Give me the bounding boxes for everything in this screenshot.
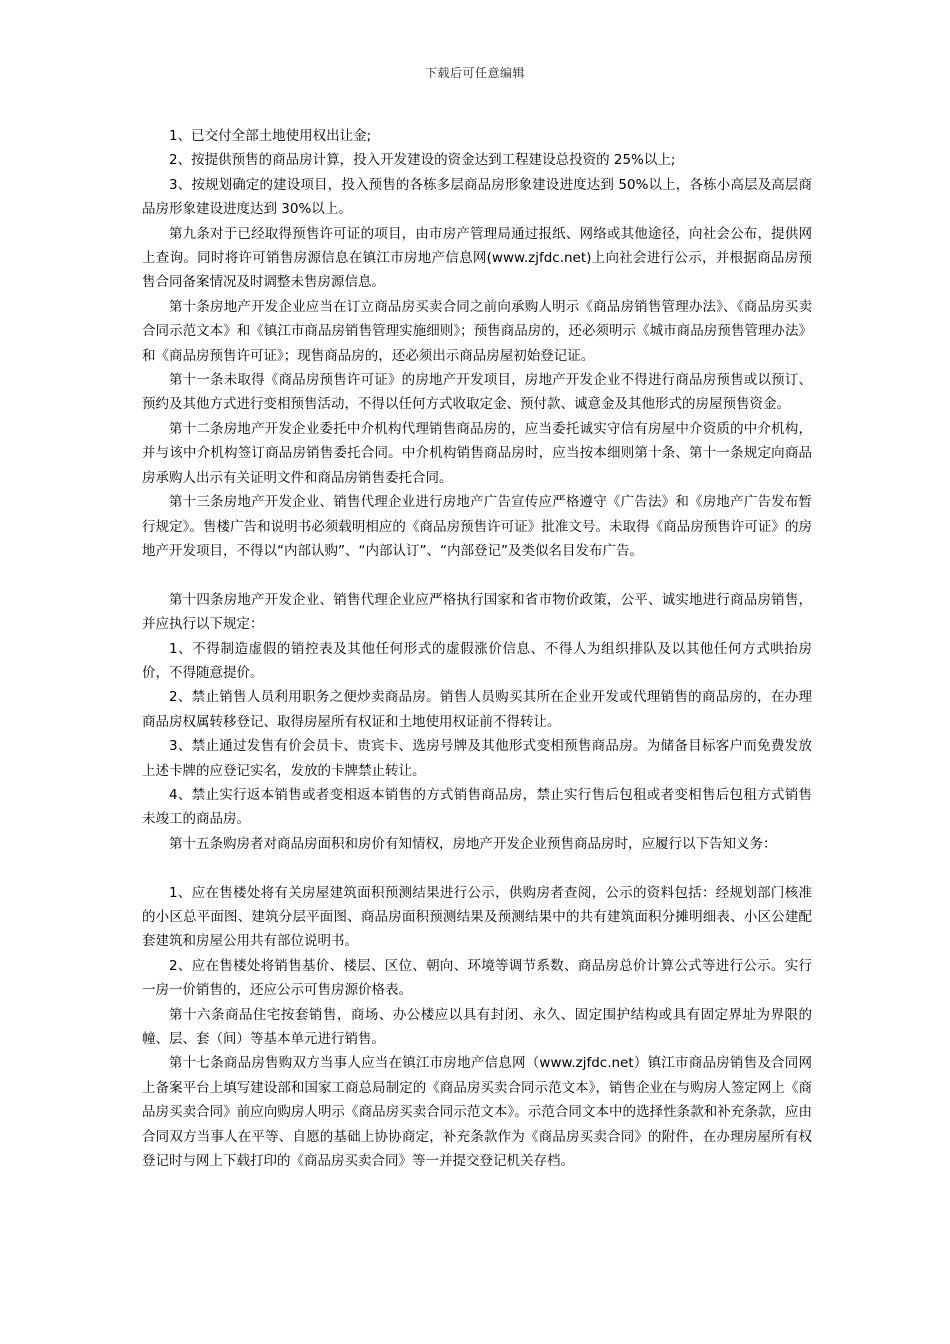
article-13: 第十三条房地产开发企业、销售代理企业进行房地产广告宣传应严格遵守《广告法》和《房地产广告发布暂行规定》。售楼广告和说明书必须载明相应的《商品房预售许可证》批准文号。未取得《商品房预售许可证》的房地产开发项目，不得以“内部认购”、“内部认订”、“内部登记”及类似名目发布广告。 [142, 494, 812, 559]
paragraph-spacer [142, 563, 812, 587]
article-14: 第十四条房地产开发企业、销售代理企业应严格执行国家和省市物价政策，公平、诚实地进行商品房销售，并应执行以下规定： [142, 591, 812, 633]
paragraph-3: 3、按规划确定的建设项目，投入预售的各栋多层商品房形象建设进度达到 50%以上，各栋小高层及高层商品房形象建设进度达到 30%以上。 [142, 176, 812, 218]
article-16: 第十六条商品住宅按套销售，商场、办公楼应以具有封闭、永久、固定围护结构或具有固定界址为界限的幢、层、套（间）等基本单元进行销售。 [142, 1006, 812, 1047]
document-body [142, 124, 812, 1173]
page-header: 下载后可任意编辑 [424, 66, 525, 80]
article-15-item-2: 2、应在售楼处将销售基价、楼层、区位、朝向、环境等调节系数、商品房总价计算公式等进行公示。实行一房一价销售的，还应公示可售房源价格表。 [142, 957, 812, 999]
article-14-item-3: 3、禁止通过发售有价会员卡、贵宾卡、选房号牌及其他形式变相预售商品房。为储备目标客户而免费发放上述卡牌的应登记实名，发放的卡牌禁止转让。 [142, 738, 812, 779]
article-14-item-2: 2、禁止销售人员利用职务之便炒卖商品房。销售人员购买其所在企业开发或代理销售的商品房的，在办理商品房权属转移登记、取得房屋所有权证和土地使用权证前不得转让。 [142, 689, 812, 730]
article-9: 第九条对于已经取得预售许可证的项目，由市房产管理局通过报纸、网络或其他途径，向社会公布，提供网上查询。同时将许可销售房源信息在镇江市房地产信息网(www.zjfdc.net)上向社会进行公示，并根据商品房预售合同备案情况及时调整未售房源信息。 [142, 225, 812, 291]
paragraph-1: 1、已交付全部土地使用权出让金; [169, 128, 372, 144]
article-15-item-1: 1、应在售楼处将有关房屋建筑面积预测结果进行公示，供购房者查阅，公示的资料包括：经规划部门核准的小区总平面图、建筑分层平面图、商品房面积预测结果及预测结果中的共有建筑面积分摊明细表、小区公建配套建筑和房屋公用共有部位说明书。 [142, 884, 812, 950]
article-17: 第十七条商品房售购双方当事人应当在镇江市房地产信息网（www.zjfdc.net）镇江市商品房销售及合同网上备案平台上填写建设部和国家工商总局制定的《商品房买卖合同示范文本》，销售企业在与购房人签定网上《商品房买卖合同》前应向购房人明示《商品房买卖合同示范文本》。示范合同文本中的选择性条款和补充条款，应由合同双方当事人在平等、自愿的基础上协协商定，补充条款作为《商品房买卖合同》的附件，在办理房屋所有权登记时与网上下载打印的《商品房买卖合同》等一并提交登记机关存档。 [142, 1055, 812, 1170]
article-12: 第十二条房地产开发企业委托中介机构代理销售商品房的，应当委托诚实守信有房屋中介资质的中介机构，并与该中介机构签订商品房销售委托合同。中介机构销售商品房时，应当按本细则第十条、第十一条规定向商品房承购人出示有关证明文件和商品房销售委托合同。 [142, 420, 812, 486]
paragraph-spacer [142, 856, 812, 880]
article-14-item-4: 4、禁止实行返本销售或者变相返本销售的方式销售商品房，禁止实行售后包租或者变相售后包租方式销售未竣工的商品房。 [142, 786, 812, 828]
article-14-item-1: 1、不得制造虚假的销控表及其他任何形式的虚假涨价信息、不得人为组织排队及以其他任何方式哄抬房价，不得随意提价。 [142, 640, 812, 681]
paragraph-2: 2、按提供预售的商品房计算，投入开发建设的资金达到工程建设总投资的 25%以上; [169, 152, 676, 169]
article-15: 第十五条购房者对商品房面积和房价有知情权，房地产开发企业预售商品房时，应履行以下告知义务： [169, 835, 777, 852]
article-11: 第十一条未取得《商品房预售许可证》的房地产开发项目，房地产开发企业不得进行商品房预售或以预订、预约及其他方式进行变相预售活动，不得以任何方式收取定金、预付款、诚意金及其他形式的房屋预售资金。 [142, 372, 812, 413]
article-10: 第十条房地产开发企业应当在订立商品房买卖合同之前向承购人明示《商品房销售管理办法》、《商品房买卖合同示范文本》和《镇江市商品房销售管理实施细则》；预售商品房的，还必须明示《城市商品房预售管理办法》和《商品房预售许可证》；现售商品房的，还必须出示商品房屋初始登记证。 [142, 298, 812, 364]
